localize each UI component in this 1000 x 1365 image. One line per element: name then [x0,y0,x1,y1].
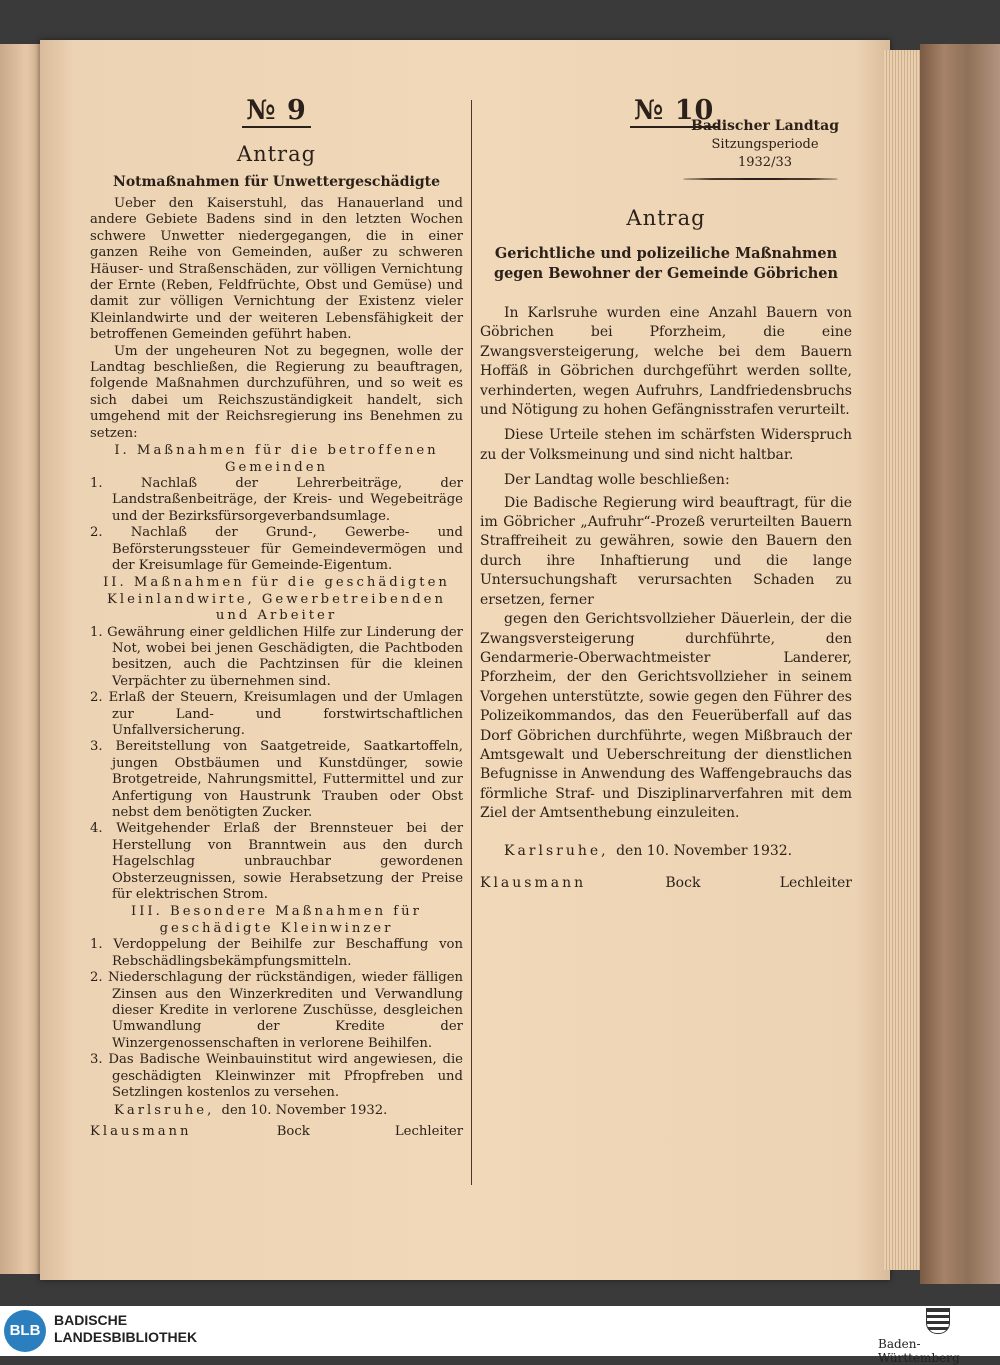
signature: Klausmann [480,874,587,891]
left-page-edge [0,44,44,1274]
section-list-3 [90,937,463,1101]
intro-paragraph: Ueber den Kaiserstuhl, das Hanauerland und andere Gebiete Badens sind in den letzten Wochen schwere Unwetter niedergegangen, die in einer ganzen Reihe von Gemeinden, außer zu schweren Häuser- und Straßenschäden, zur völligen Vernichtung der Ernte (Reben, Feldfrüchte, Obst und Gemüse) und damit zur völligen Vernichtung der Existenz vieler Kleinlandwirte und der weiteren Lebensfähigkeit der betroffenen Gemeinden geführt haben. [90,196,463,343]
signature: Bock [276,1123,310,1139]
motion-title: Antrag [626,206,706,230]
paragraph: In Karlsruhe wurden eine Anzahl Bauern von Göbrichen bei Pforzheim, die eine Zwangsversteigerung, welche bei dem Bauern Hoffäß in Göbrichen durchgeführt werden sollte, verhinderten, wegen Aufruhrs, Landfriedensbruchs und Nötigung zu hohen Gefängnisstrafen verurteilt. [480,305,852,419]
library-name-line2: LANDESBIBLIOTHEK [54,1329,198,1345]
signature: Lechleiter [779,874,852,891]
motion-number: № 10 [480,95,852,126]
signature: Lechleiter [394,1123,463,1139]
date-line: Karlsruhe, den 10. November 1932. [114,1103,388,1119]
motion-10 [480,95,852,891]
list-item: 2. Nachlaß der Grund-, Gewerbe- und Beförsterungssteuer für Gemeindevermögen und der Kreisumlage für Gemeinde-Eigentum. [90,525,463,573]
book-cover [920,44,1000,1284]
header-parliament: Badischer Landtag [691,118,839,134]
list-item: 1. Verdoppelung der Beihilfe zur Beschaffung von Rebschädlingsbekämpfungsmitteln. [90,937,463,969]
section-list-1 [90,476,463,574]
intro-paragraph-2: Um der ungeheuren Not zu begegnen, wolle der Landtag beschließen, die Regierung zu beauftragen, folgende Maßnahmen durchzuführen, und so weit es sich dabei um Reichszuständigkeit handelt, sich umgehend mit der Reichsregierung ins Benehmen zu setzen: [90,343,463,441]
signatures [90,1124,463,1139]
header-rule [683,178,838,180]
library-name-line1: BADISCHE [54,1312,128,1328]
paragraph: Die Badische Regierung wird beauftragt, für die im Göbricher „Aufruhr“-Prozeß verurteilten Bauern Straffreiheit zu gewähren, sowie den Bauern den durch ihre Inhaftierung und die lange Untersuchungshaft verursachten Schaden zu ersetzen, ferner [480,494,852,608]
section-heading-2: II. Maßnahmen für die geschädigten Kleinlandwirte, Gewerbetreibenden und Arbeiter [103,575,450,624]
signatures [480,875,852,891]
list-item: 4. Weitgehender Erlaß der Brennsteuer bei der Herstellung von Branntwein aus den durch Hagelschlag unbrauchbar gewordenen Obsterzeugnissen, sowie Herabsetzung der Preise für elektrischen Strom. [90,821,463,903]
state-crest-icon [926,1308,950,1334]
section-heading-1: I. Maßnahmen für die betroffenen Gemeinden [114,443,439,475]
motion-number: № 9 [90,95,463,126]
signature: Bock [665,874,701,891]
library-name[interactable] [54,1312,197,1346]
list-item: 1. Gewährung einer geldlichen Hilfe zur Linderung der Not, wobei bei jenen Geschädigten, die Pachtboden besitzen, auch die Pachtzinsen für die kleinen Verpächter zu übernehmen sind. [90,624,463,689]
list-item: 2. Niederschlagung der rückständigen, wieder fälligen Zinsen aus den Winzerkrediten und Verwandlung dieser Kredite in verlorene Zuschüsse, desgleichen Umwandlung der Kredite der Winzergenossenschaften in verlorene Beihilfen. [90,970,463,1051]
list-item: 3. Das Badische Weinbauinstitut wird angewiesen, die geschädigten Kleinwinzer mit Pfropfreben und Setzlingen kostenlos zu versehen. [90,1052,463,1100]
motion-9 [90,95,463,1139]
list-item: 1. Nachlaß der Lehrerbeiträge, der Landstraßenbeiträge, der Kreis- und Wegebeiträge und der Bezirksfürsorgeverbandsumlage. [90,475,463,524]
date-line: Karlsruhe, den 10. November 1932. [504,842,793,859]
paragraph: Diese Urteile stehen im schärfsten Widerspruch zu der Volksmeinung und sind nicht haltbar. [480,427,852,463]
signature: Klausmann [90,1123,192,1139]
header-session: Sitzungsperiode [711,137,819,152]
library-logo[interactable]: BLB [4,1310,46,1352]
paragraph: gegen den Gerichtsvollzieher Däuerlein, der die Zwangsversteigerung durchführte, den Gendarmerie-Oberwachtmeister Landerer, Pforzheim, der den Gerichtsvollzieher in seinem Vorgehen unterstützte, sowie gegen den Führer des Polizeikommandos, das den Feuerüberfall auf das Dorf Göbrichen durchführte, wegen Mißbrauch der Amtsgewalt und Ueberschreitung der dienstlichen Befugnisse in Anwendung des Waffengebrauchs das förmliche Straf- und Disziplinarverfahren mit dem Ziel der Amtsenthebung einzuleiten. [480,611,852,822]
column-divider [471,100,472,1185]
paragraph: Der Landtag wolle beschließen: [504,472,730,489]
section-list-2 [90,625,463,904]
section-heading-3: III. Besondere Maßnahmen für geschädigte Kleinwinzer [131,904,422,936]
state-name: Baden-Württemberg [878,1337,960,1365]
motion-subtitle: Gerichtliche und polizeiliche Maßnahmen gegen Bewohner der Gemeinde Göbrichen [493,245,839,282]
list-item: 3. Bereitstellung von Saatgetreide, Saatkartoffeln, jungen Obstbäumen und Kunstdünger, sowie Brotgetreide, Nahrungsmittel, Futtermittel und zur Anfertigung von Haustrunk Trauben oder Obst nebst dem benötigten Zucker. [90,739,463,821]
motion-title: Antrag [236,142,317,166]
list-item: 2. Erlaß der Steuern, Kreisumlagen und der Umlagen zur Land- und forstwirtschaftlichen Unfallversicherung. [90,690,463,738]
page-stack-edge [884,50,924,1270]
header-period: 1932/33 [737,155,792,170]
motion-subtitle: Notmaßnahmen für Unwettergeschädigte [113,174,440,190]
